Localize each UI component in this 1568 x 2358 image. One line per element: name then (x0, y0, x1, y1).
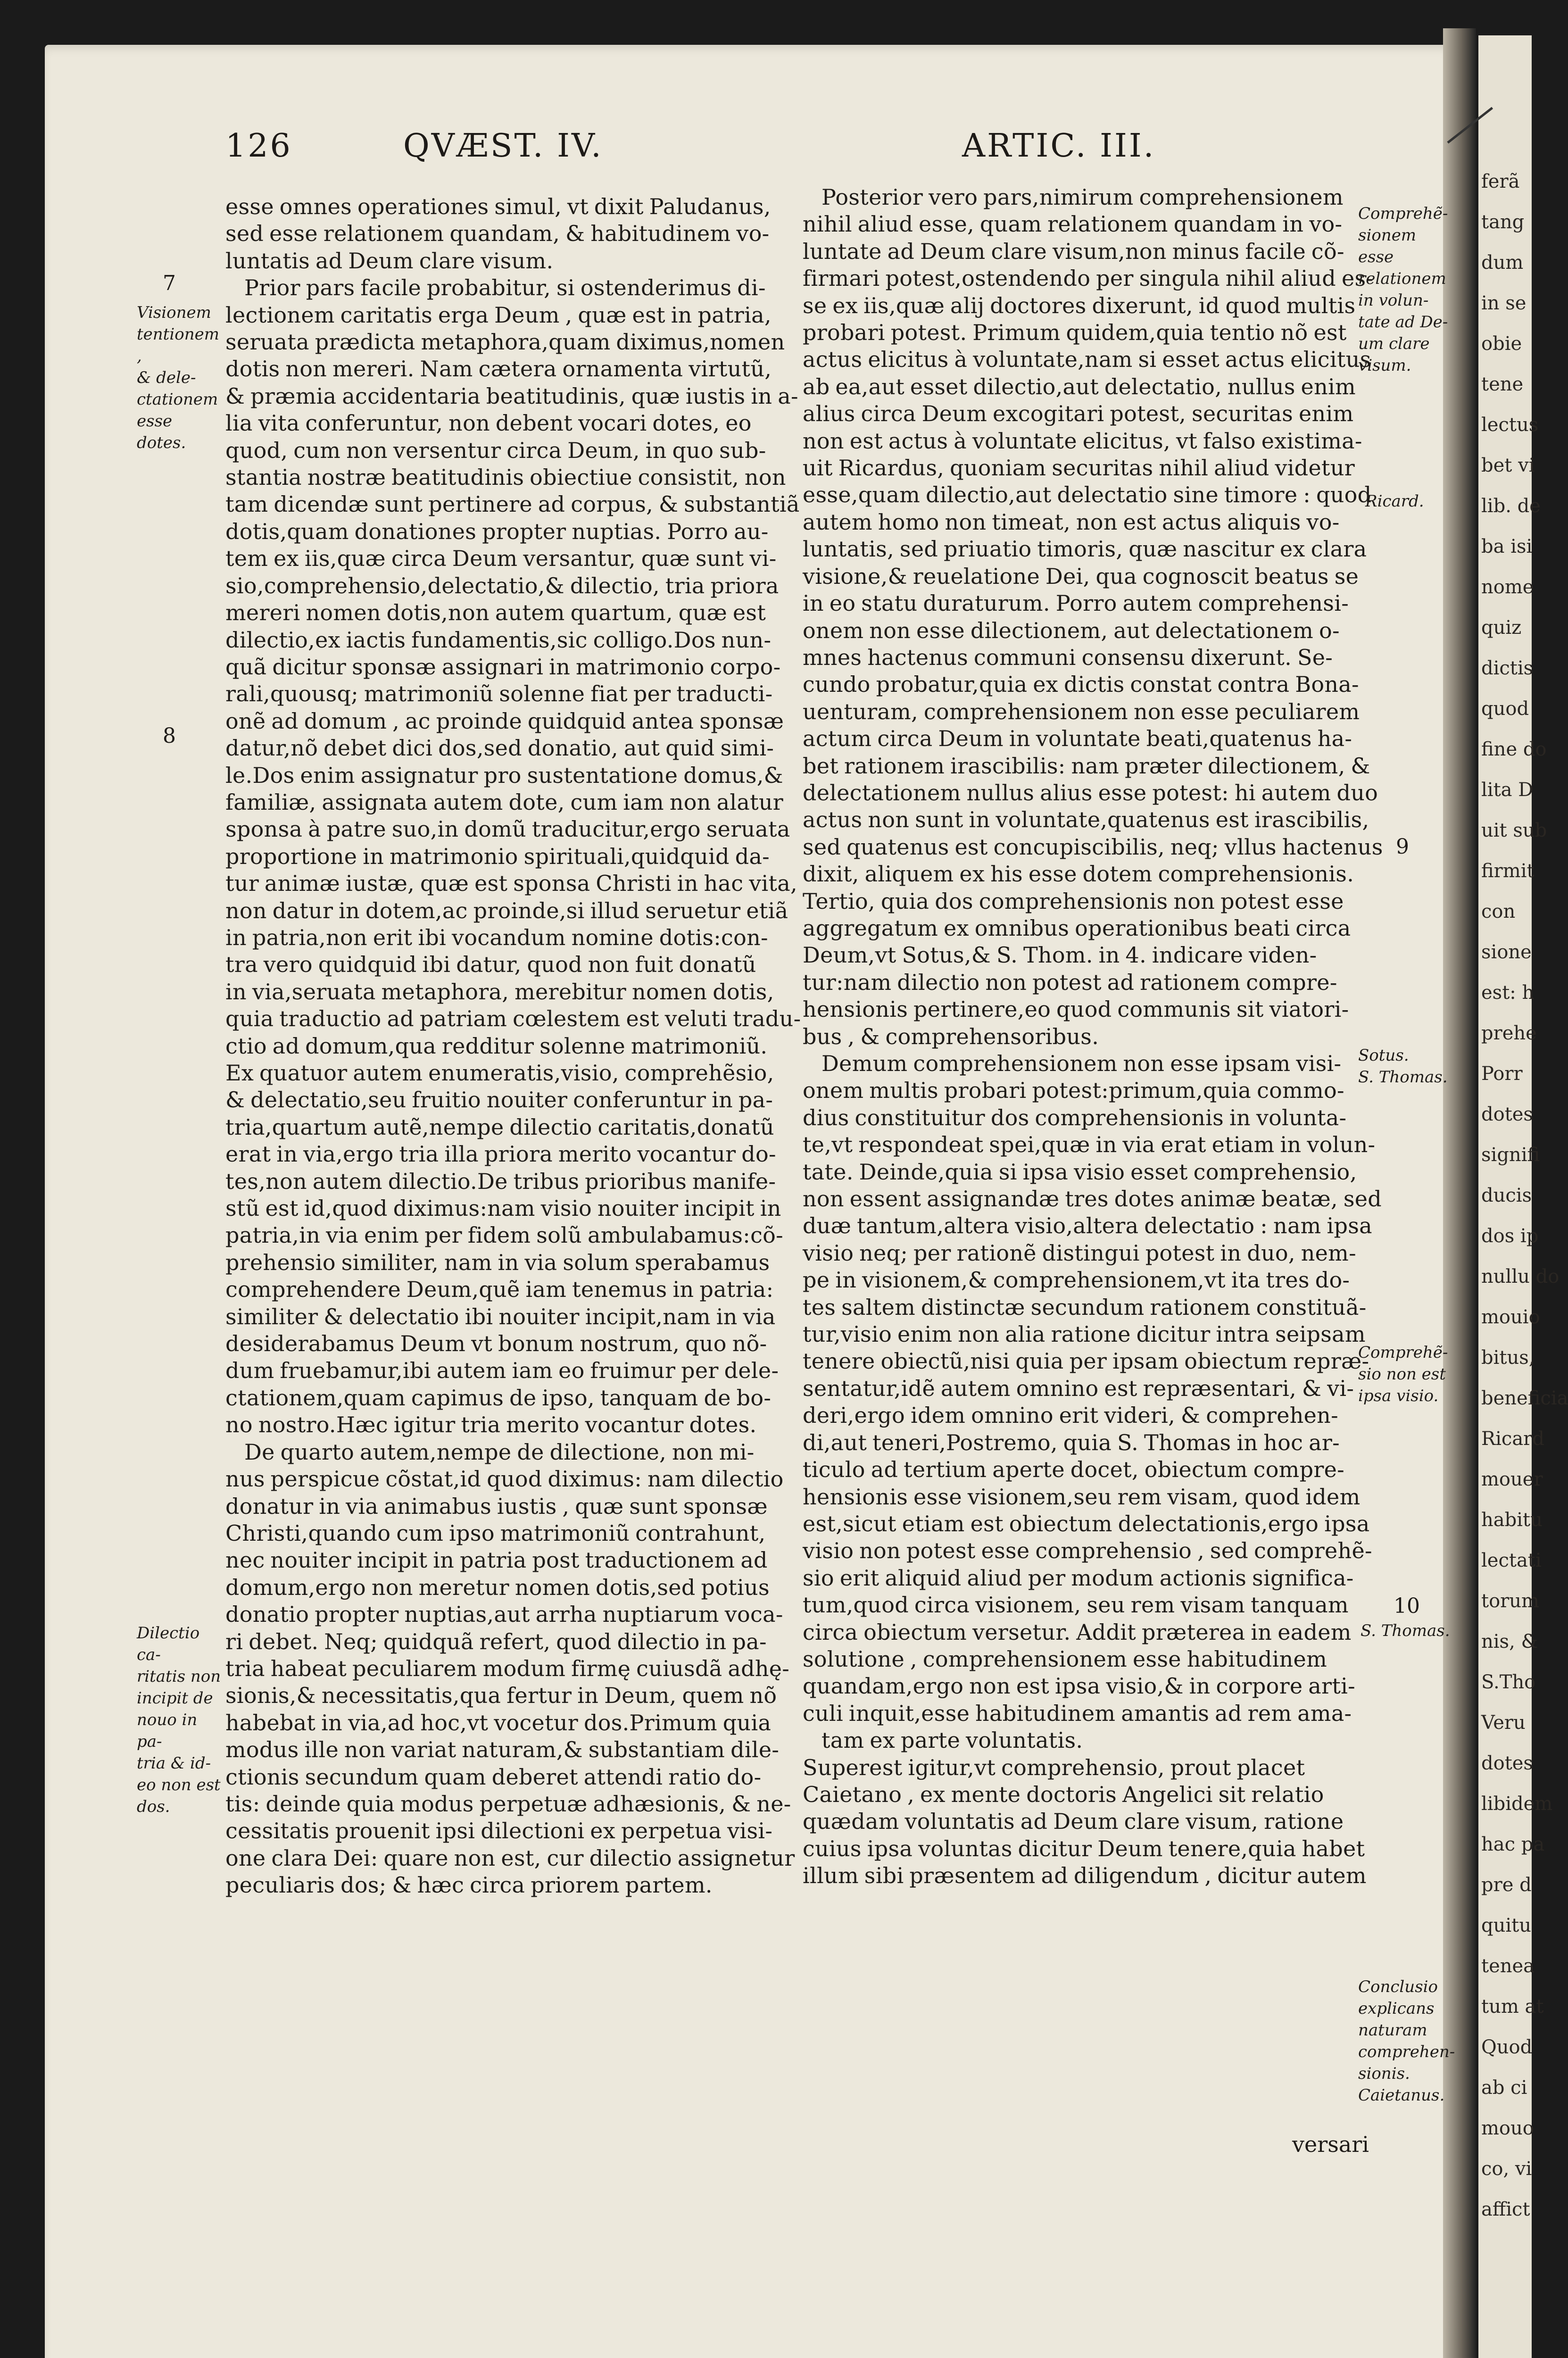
text-line: dotis non mereri. Nam cætera ornamenta virtutũ, (225, 356, 772, 382)
next-page-fragment: lib. de (1481, 495, 1541, 517)
next-page-fragment: bet vi (1481, 455, 1535, 476)
margin-note-s-thomas: S. Thomas. (1361, 1621, 1450, 1640)
text-line: in via,seruata metaphora, merebitur nomen dotis, (225, 979, 774, 1005)
text-line: visio non potest esse comprehensio , sed comprehẽ- (803, 1538, 1372, 1564)
text-line: quia traductio ad patriam cœlestem est veluti tradu- (225, 1006, 801, 1032)
text-line: sionis,& necessitatis,qua fertur in Deum, quem nõ (225, 1683, 777, 1709)
text-line: quod, cum non versentur circa Deum, in quo sub- (225, 437, 766, 463)
text-line: peculiaris dos; & hæc circa priorem partem. (225, 1872, 713, 1898)
text-line: domum,ergo non meretur nomen dotis,sed potius (225, 1574, 770, 1600)
text-line: familiæ, assignata autem dote, cum iam non alatur (225, 789, 784, 815)
text-line: lia vita conferuntur, non debent vocari dotes, eo (225, 410, 752, 436)
text-line: mereri nomen dotis,non autem quartum, quæ est (225, 600, 766, 626)
text-line: tum,quod circa visionem, seu rem visam tanquam (803, 1592, 1349, 1618)
next-page-fragment: dictis (1481, 657, 1534, 679)
text-line: firmari potest,ostendendo per singula nihil aliud es- (803, 266, 1374, 291)
text-line: autem homo non timeat, non est actus aliquis vo- (803, 509, 1340, 535)
next-page-fragment: nome (1481, 576, 1534, 598)
next-page-fragment: beneficia (1481, 1387, 1568, 1409)
margin-note-dilectio: Dilectio ca- ritatis non incipit de nouo in pa- tria & id- eo non est dos. (137, 1624, 221, 1816)
next-page-fragment: libidem (1481, 1793, 1553, 1815)
text-line: quandam,ergo non est ipsa visio,& in corpore arti- (803, 1673, 1355, 1699)
text-line: probari potest. Primum quidem,quia tentio nõ est (803, 320, 1347, 346)
next-page-fragment: tene (1481, 374, 1524, 395)
text-line: patria,in via enim per fidem solũ ambulabamus:cõ- (225, 1222, 783, 1248)
text-line: di,aut teneri,Postremo, quia S. Thomas in hoc ar- (803, 1429, 1340, 1455)
text-line: erat in via,ergo tria illa priora merito vocantur do- (225, 1141, 776, 1167)
margin-note-sotus: Sotus. S. Thomas. (1358, 1046, 1448, 1087)
text-line: dilectio,ex iactis fundamentis,sic colligo.Dos nun- (225, 627, 772, 653)
text-line: se ex iis,quæ alij doctores dixerunt, id quod multis (803, 292, 1356, 318)
text-line: Ex quatuor autem enumeratis,visio, comprehẽsio, (225, 1060, 774, 1086)
text-line: esse omnes operationes simul, vt dixit Paludanus, (225, 194, 771, 219)
text-line: bet rationem irascibilis: nam præter dilectionem, & (803, 753, 1370, 779)
text-line: & delectatio,seu fruitio nouiter conferuntur in pa- (225, 1087, 773, 1113)
text-line: le.Dos enim assignatur pro sustentatione domus,& (225, 762, 783, 788)
text-line: actus non sunt in voluntate,quatenus est irascibilis, (803, 807, 1369, 833)
next-page-fragment: Ricard (1481, 1428, 1544, 1450)
text-line: in patria,non erit ibi vocandum nomine dotis:con- (225, 924, 768, 950)
margin-note-ricard: Ricard. (1365, 492, 1424, 511)
next-page-fragment: con (1481, 901, 1516, 922)
next-page-fragment: in se (1481, 292, 1527, 314)
text-line: Deum,vt Sotus,& S. Thom. in 4. indicare viden- (803, 942, 1317, 968)
text-line: & præmia accidentaria beatitudinis, quæ iustis in a- (225, 383, 798, 409)
text-line: rali,quousq; matrimoniũ solenne fiat per traducti- (225, 681, 773, 707)
text-line: Tertio, quia dos comprehensionis non potest esse (803, 888, 1344, 914)
text-line: tis: deinde quia modus perpetuæ adhæsionis, & ne- (225, 1791, 791, 1817)
text-line: tur,visio enim non alia ratione dicitur intra seipsam (803, 1321, 1366, 1347)
text-line: illum sibi præsentem ad diligendum , dicitur autem (803, 1863, 1367, 1889)
text-line: ab ea,aut esset dilectio,aut delectatio, nullus enim (803, 374, 1356, 399)
text-line: tate. Deinde,quia si ipsa visio esset comprehensio, (803, 1159, 1357, 1185)
text-line: nus perspicue cõstat,id quod diximus: nam dilectio (225, 1466, 784, 1492)
text-line: tenere obiectũ,nisi quia per ipsam obiectum repræ- (803, 1348, 1369, 1374)
margin-number-7: 7 (163, 271, 176, 295)
text-line: visione,& reuelatione Dei, qua cognoscit beatus se (803, 563, 1359, 589)
text-line: dotis,quam donationes propter nuptias. Porro au- (225, 518, 769, 544)
running-head-question: QVÆST. IV. (403, 127, 603, 165)
text-line: no nostro.Hæc igitur tria merito vocantur dotes. (225, 1412, 757, 1438)
text-line: hensionis esse visionem,seu rem visam, quod idem (803, 1484, 1361, 1510)
text-line: one clara Dei: quare non est, cur dilectio assignetur (225, 1845, 795, 1871)
text-line: te,vt respondeat spei,quæ in via erat etiam in volun- (803, 1132, 1376, 1158)
text-line: circa obiectum versetur. Addit præterea in eadem (803, 1619, 1352, 1645)
text-line: onem multis probari potest:primum,quia commo- (803, 1078, 1344, 1104)
text-line: onem non esse dilectionem, aut delectationem o- (803, 617, 1340, 643)
text-line: uit Ricardus, quoniam securitas nihil aliud videtur (803, 455, 1355, 481)
text-line: ctationem,quam capimus de ipso, tanquam de bo- (225, 1385, 772, 1411)
text-line: sed esse relationem quandam, & habitudinem vo- (225, 221, 770, 247)
next-page-fragment: dotes (1481, 1104, 1533, 1125)
text-line: cuius ipsa voluntas dicitur Deum tenere,quia habet (803, 1835, 1365, 1861)
margin-number-9: 9 (1396, 835, 1409, 859)
next-page-fragment: fine do (1481, 739, 1547, 760)
next-page-fragment: Quod (1481, 2036, 1533, 2058)
next-page-fragment: ducis (1481, 1185, 1532, 1206)
next-page-fragment: nis, & (1481, 1631, 1538, 1652)
next-page-fragment: lectati (1481, 1550, 1542, 1571)
text-line: cessitatis prouenit ipsi dilectioni ex perpetua visi- (225, 1818, 773, 1844)
text-line: prehensio similiter, nam in via solum sperabamus (225, 1249, 770, 1275)
text-line: alius circa Deum excogitari potest, securitas enim (803, 401, 1354, 427)
text-line: lectionem caritatis erga Deum , quæ est in patria, (225, 302, 772, 328)
text-line: onẽ ad domum , ac proinde quidquid antea sponsæ (225, 708, 784, 734)
text-line: comprehendere Deum,quẽ iam tenemus in patria: (225, 1277, 774, 1303)
text-line: Prior pars facile probabitur, si ostenderimus di- (244, 275, 766, 301)
next-page-fragment: quiz (1481, 617, 1522, 639)
text-line: tam ex parte voluntatis. (821, 1727, 1083, 1753)
text-line: tria,quartum autẽ,nempe dilectio caritatis,donatũ (225, 1114, 774, 1140)
next-page-fragment: tang (1481, 211, 1525, 233)
text-line: est,sicut etiam est obiectum delectationis,ergo ipsa (803, 1511, 1370, 1536)
text-line: culi inquit,esse habitudinem amantis ad rem ama- (803, 1700, 1352, 1726)
next-page-fragment: pre d (1481, 1874, 1532, 1896)
next-page-fragment: est: h (1481, 982, 1535, 1004)
next-page-fragment: dotes (1481, 1752, 1533, 1774)
text-line: tem ex iis,quæ circa Deum versantur, quæ sunt vi- (225, 546, 777, 572)
margin-note-conclusio: Conclusio explicans naturam comprehen- sionis. Caietanus. (1358, 1977, 1455, 2105)
page-number: 126 (225, 127, 292, 165)
next-page-fragment: mouio (1481, 1306, 1540, 1328)
text-line: Superest igitur,vt comprehensio, prout placet (803, 1754, 1305, 1780)
text-line: dum fruebamur,ibi autem iam eo fruimur per dele- (225, 1358, 779, 1384)
margin-number-10: 10 (1394, 1594, 1420, 1618)
text-line: modus ille non variat naturam,& substantiam dile- (225, 1737, 780, 1763)
margin-note-comprehensionem: Comprehẽ- sionem esse relationem in volun- tate ad De- um clare visum. (1358, 204, 1448, 375)
next-page-fragment: co, vi (1481, 2158, 1532, 2180)
text-line: Caietano , ex mente doctoris Angelici sit relatio (803, 1781, 1324, 1807)
text-line: actum circa Deum in voluntate beati,quatenus ha- (803, 726, 1352, 752)
next-page-fragment: dos ip (1481, 1225, 1539, 1247)
text-line: habebat in via,ad hoc,vt vocetur dos.Primum quia (225, 1710, 772, 1735)
next-page-fragment: lita D (1481, 779, 1534, 801)
text-line: proportione in matrimonio spirituali,quidquid da- (225, 843, 770, 869)
margin-number-8: 8 (163, 724, 176, 748)
text-line: non est actus à voluntate elicitus, vt falso existima- (803, 428, 1362, 454)
margin-note-visio: Comprehẽ- sio non est ipsa visio. (1358, 1343, 1448, 1405)
text-line: nec nouiter incipit in patria post traductionem ad (225, 1547, 768, 1573)
text-line: luntate ad Deum clare visum,non minus facile cõ- (803, 238, 1344, 264)
text-line: tur:nam dilectio non potest ad rationem compre- (803, 969, 1337, 995)
text-line: duæ tantum,altera visio,altera delectatio : nam ipsa (803, 1213, 1372, 1239)
next-page-fragment: S.Tho (1481, 1671, 1536, 1693)
text-line: tes,non autem dilectio.De tribus prioribus manife- (225, 1168, 776, 1194)
text-line: sio,comprehensio,delectatio,& dilectio, tria priora (225, 573, 779, 598)
text-line: De quarto autem,nempe de dilectione, non mi- (244, 1439, 755, 1465)
text-line: sponsa à patre suo,in domũ traducitur,ergo seruata (225, 816, 790, 842)
text-line: nihil aliud esse, quam relationem quandam in vo- (803, 211, 1343, 237)
next-page-fragment: mouer (1481, 1469, 1543, 1490)
text-line: esse,quam dilectio,aut delectatio sine timore : quod (803, 482, 1372, 508)
text-line: stantia nostræ beatitudinis obiectiue consistit, non (225, 465, 786, 490)
next-page-fragment: ab ci (1481, 2077, 1527, 2099)
next-page-fragment: firmit (1481, 860, 1535, 882)
text-line: in eo statu duraturum. Porro autem comprehensi- (803, 590, 1349, 616)
text-line: quã dicitur sponsæ assignari in matrimonio corpo- (225, 654, 781, 680)
next-page-fragment: mouo (1481, 2117, 1534, 2139)
next-page-fragment: dum (1481, 252, 1524, 274)
text-line: aggregatum ex omnibus operationibus beati circa (803, 915, 1351, 941)
text-line: tes saltem distinctæ secundum rationem constituã- (803, 1294, 1367, 1320)
text-line: tra vero quidquid ibi datur, quod non fuit donatũ (225, 952, 756, 978)
next-page-fragment: signifi (1481, 1144, 1540, 1166)
text-line: desiderabamus Deum vt bonum nostrum, quo nõ- (225, 1331, 767, 1357)
text-line: actus elicitus à voluntate,nam si esset actus elicitus (803, 347, 1371, 373)
next-page-fragment: prehe (1481, 1022, 1537, 1044)
next-page-fragment: Veru (1481, 1712, 1526, 1734)
next-page-fragment: torum (1481, 1590, 1539, 1612)
text-line: ctio ad domum,qua redditur solenne matrimoniũ. (225, 1033, 768, 1059)
text-line: seruata prædicta metaphora,quam diximus,nomen (225, 329, 785, 355)
text-line: dius constituitur dos comprehensionis in volunta- (803, 1104, 1347, 1130)
next-page-fragment: hac pa (1481, 1834, 1545, 1855)
text-line: tria habeat peculiarem modum firmę cuiusdã adhę- (225, 1655, 790, 1681)
next-page-fragment: quitu (1481, 1915, 1531, 1936)
text-line: sed quatenus est concupiscibilis, neq; vllus hactenus (803, 834, 1383, 860)
next-page-fragment: quod (1481, 698, 1529, 720)
text-line: dixit, aliquem ex his esse dotem comprehensionis. (803, 861, 1354, 887)
next-page-fragment: uit sub (1481, 820, 1547, 841)
text-line: visio neq; per rationẽ distingui potest in duo, nem- (803, 1240, 1356, 1266)
text-line: donatio propter nuptias,aut arrha nuptiarum voca- (225, 1602, 783, 1627)
text-line: ctionis secundum quam deberet attendi ratio do- (225, 1764, 762, 1790)
catchword: versari (1292, 2132, 1369, 2157)
text-line: hensionis pertinere,eo quod communis sit viatori- (803, 996, 1349, 1022)
next-page-fragment: sione (1481, 941, 1532, 963)
text-line: donatur in via animabus iustis , quæ sunt sponsæ (225, 1493, 768, 1519)
next-page-fragment: habitu (1481, 1509, 1543, 1531)
text-line: ticulo ad tertium aperte docet, obiectum compre- (803, 1457, 1345, 1483)
next-page-fragment: nullu do (1481, 1266, 1560, 1287)
text-line: non essent assignandæ tres dotes animæ beatæ, sed (803, 1186, 1382, 1212)
text-line: bus , & comprehensoribus. (803, 1023, 1099, 1049)
text-line: delectationem nullus alius esse potest: hi autem duo (803, 780, 1378, 805)
text-line: uenturam, comprehensionem non esse peculiarem (803, 698, 1360, 724)
text-line: deri,ergo idem omnino erit videri, & comprehen- (803, 1403, 1338, 1428)
next-page-fragment: Porr (1481, 1063, 1523, 1085)
next-page-edge (1478, 35, 1568, 2358)
text-line: luntatis ad Deum clare visum. (225, 248, 554, 274)
text-line: ri debet. Neq; quidquã refert, quod dilectio in pa- (225, 1628, 767, 1654)
text-line: Demum comprehensionem non esse ipsam visi- (821, 1051, 1342, 1076)
next-page-fragment: bitus, (1481, 1347, 1535, 1369)
left-text-column (225, 193, 801, 1899)
right-text-column (803, 184, 1383, 1890)
text-line: Christi,quando cum ipso matrimoniũ contrahunt, (225, 1520, 766, 1546)
text-line: solutione , comprehensionem esse habitudinem (803, 1646, 1327, 1672)
text-line: stũ est id,quod diximus:nam visio nouiter incipit in (225, 1196, 781, 1221)
text-line: non datur in dotem,ac proinde,si illud seruetur etiã (225, 897, 788, 923)
text-line: mnes hactenus communi consensu dixerunt. Se- (803, 644, 1333, 670)
next-page-fragment: tenea (1481, 1955, 1535, 1977)
text-line: sentatur,idẽ autem omnino est repræsentari, & vi- (803, 1375, 1354, 1401)
text-line: sio erit aliquid aliud per modum actionis significa- (803, 1565, 1354, 1591)
text-line: datur,nõ debet dici dos,sed donatio, aut quid simi- (225, 735, 774, 761)
next-page-fragment: lectus (1481, 414, 1539, 436)
text-line: cundo probatur,quia ex dictis constat contra Bona- (803, 672, 1359, 697)
text-line: similiter & delectatio ibi nouiter incipit,nam in via (225, 1304, 776, 1329)
margin-note-visionem: Visionem tentionem , & dele- ctationem esse dotes. (137, 303, 219, 452)
text-line: quædam voluntatis ad Deum clare visum, ratione (803, 1809, 1344, 1835)
next-page-fragment: ba isi (1481, 536, 1533, 557)
text-line: Posterior vero pars,nimirum comprehensionem (821, 184, 1344, 210)
next-page-fragment: tum at (1481, 1996, 1544, 2018)
next-page-fragment: ferã (1481, 171, 1520, 192)
text-line: luntatis, sed priuatio timoris, quæ nascitur ex clara (803, 536, 1367, 562)
text-line: tur animæ iustæ, quæ est sponsa Christi in hac vita, (225, 871, 797, 897)
running-head-article: ARTIC. III. (962, 127, 1156, 165)
next-page-fragment: obie (1481, 333, 1522, 355)
next-page-fragment: affict (1481, 2199, 1530, 2220)
text-line: pe in visionem,& comprehensionem,vt ita tres do- (803, 1267, 1350, 1293)
text-line: tam dicendæ sunt pertinere ad corpus, & substantiã (225, 491, 800, 517)
